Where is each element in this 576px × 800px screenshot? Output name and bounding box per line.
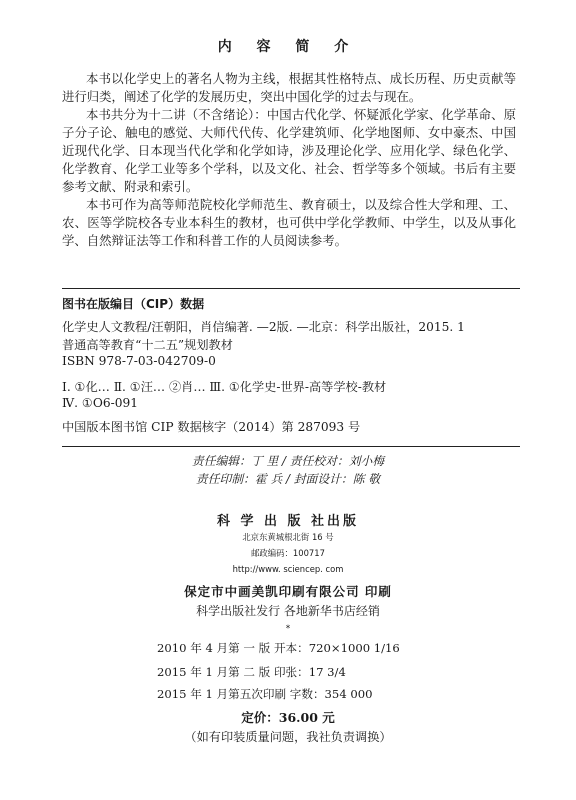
publisher-name: 科 学 出 版 社出版 <box>216 514 360 529</box>
cip-line: 化学史人文教程/汪朝阳，肖信编著. —2版. —北京：科学出版社，2015. 1 <box>62 320 465 334</box>
printer-line: 保定市中画美凯印刷有限公司 印刷 <box>184 584 392 599</box>
divider-top <box>62 288 520 289</box>
publisher-postcode: 邮政编码：100717 <box>251 548 325 558</box>
summary-paragraph-3: 本书可作为高等师范院校化学师范生、教育硕士，以及综合性大学和理、工、农、医等学院校各专业本科生的教材，也可供中学化学教师、中学生，以及从事化学、自然辩证法等工作和科普工作的人员阅读参考。 <box>62 197 516 248</box>
publisher-url: http://www. sciencep. com <box>232 564 344 574</box>
cip-heading: 图书在版编目（CIP）数据 <box>62 297 205 311</box>
cip-line: 中国版本图书馆 CIP 数据核字（2014）第 287093 号 <box>62 420 361 434</box>
price: 定价：36.00 元 <box>241 710 335 725</box>
quality-notice: （如有印装质量问题，我社负责调换） <box>184 730 392 744</box>
divider-bottom <box>62 446 520 447</box>
separator-mark: * <box>285 624 291 634</box>
cip-line: ISBN 978-7-03-042709-0 <box>62 354 216 368</box>
edition-line: 2010 年 4 月第 一 版 开本：720×1000 1/16 <box>157 641 400 655</box>
content-summary <box>62 70 516 250</box>
staff-line-1: 责任编辑：丁 里 / 责任校对：刘小梅 <box>191 454 385 468</box>
cip-line: 普通高等教育“十二五”规划教材 <box>62 338 233 352</box>
summary-paragraph-2: 本书共分为十二讲（不含绪论）：中国古代化学、怀疑派化学家、化学革命、原子分子论、触电的感觉、大师代代传、化学建筑师、化学地图师、女中豪杰、中国近现代化学、日本现当代化学和化学如诗，涉及理论化学、应用化学、绿色化学、化学教育、化学工业等多个学科，以及文化、社会、哲学等多个领域。书后有主要参考文献、附录和索引。 <box>62 107 516 194</box>
cip-line: Ⅳ. ①O6-091 <box>62 396 138 410</box>
publisher-address: 北京东黄城根北街 16 号 <box>242 532 334 542</box>
staff-line-2: 责任印制：霍 兵 / 封面设计：陈 敬 <box>195 472 381 486</box>
summary-paragraph-1: 本书以化学史上的著名人物为主线，根据其性格特点、成长历程、历史贡献等进行归类，阐述了化学的发展历史，突出中国化学的过去与现在。 <box>62 71 516 104</box>
cip-line: Ⅰ. ①化… Ⅱ. ①汪… ②肖… Ⅲ. ①化学史-世界-高等学校-教材 <box>62 380 387 394</box>
edition-line: 2015 年 1 月第五次印刷 字数：354 000 <box>157 687 373 701</box>
page-title: 内 容 简 介 <box>217 39 359 55</box>
edition-line: 2015 年 1 月第 二 版 印张：17 3/4 <box>157 665 346 679</box>
distribution-line: 科学出版社发行 各地新华书店经销 <box>196 604 380 618</box>
